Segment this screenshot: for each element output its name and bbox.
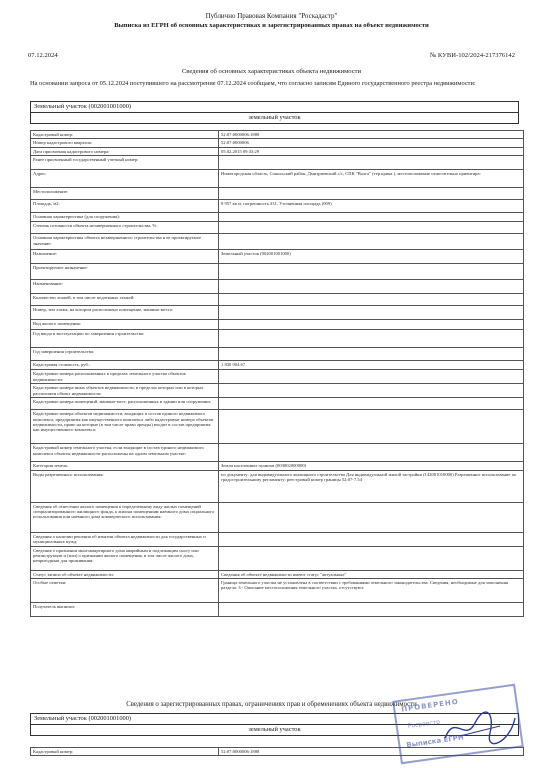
row-label: Кадастровый номер: — [31, 748, 219, 756]
row-label: Категория земель: — [31, 462, 219, 470]
table-row — [31, 330, 524, 348]
document-title: Выписка из ЕГРН об основных характеристиках и зарегистрированных правах на объект недвижимости — [114, 22, 429, 29]
row-value — [219, 264, 524, 280]
section-title-characteristics: Сведения об основных характеристиках объекта недвижимости — [181, 68, 362, 75]
row-label: Степень готовности объекта незавершенного строительства, %: — [31, 222, 219, 234]
row-value: 1 830 004.67 — [219, 361, 524, 370]
row-label: Кадастровые номера расположенных в пределах земельного участка объектов недвижимости: — [31, 370, 219, 384]
row-value: Нижегородская область, Сокольский район, Дмитриевский с/с, СПК "Волга" (тер.крика ), местоположение относительно ориентира: — [219, 170, 524, 188]
row-label: Наименование: — [31, 280, 219, 294]
row-value — [219, 444, 524, 462]
row-label: Проектируемое назначение: — [31, 264, 219, 280]
table-row — [31, 370, 524, 384]
table-row — [31, 200, 524, 213]
table-row — [31, 320, 524, 330]
row-label: Площадь, м2: — [31, 200, 219, 213]
table-row — [31, 156, 524, 170]
row-value — [219, 384, 524, 398]
table-row — [31, 264, 524, 280]
row-label: Сведения об отнесении жилого помещения к определенному виду жилых помещений специализированного жилищного фонда, к жилым помещениям наемного дома социального использования или наемного дома коммерческого использования: — [31, 502, 219, 532]
stamp-line-2: Росреестр — [407, 718, 441, 730]
row-label: Получатель выписки: — [31, 603, 219, 617]
table-row — [31, 462, 524, 470]
org-name: Публично Правовая Компания "Роскадастр" — [205, 12, 338, 20]
row-value — [219, 330, 524, 348]
table-row — [31, 444, 524, 462]
object-name: Земельный участок (002001001000) — [31, 102, 518, 113]
characteristics-table — [30, 130, 524, 617]
table-row — [31, 280, 524, 294]
table-row — [31, 384, 524, 398]
row-value — [219, 502, 524, 532]
table-row — [31, 361, 524, 370]
table-row — [31, 410, 524, 444]
row-label: Назначение: — [31, 250, 219, 264]
document-date: 07.12.2024 — [28, 52, 58, 59]
table-row — [31, 470, 524, 502]
table-row — [31, 502, 524, 532]
row-value: 8 957 кв м, погрешность 331, Уточненная площадь (009) — [219, 200, 524, 213]
row-label: Номер кадастрового квартала: — [31, 139, 219, 147]
table-row — [31, 348, 524, 361]
row-value — [219, 234, 524, 250]
row-label: Основная характеристика (для сооружения): — [31, 213, 219, 222]
row-label: Кадастровые номера иных объектов недвижимости, в пределах которых или в которых расположен объект недвижимости: — [31, 384, 219, 398]
table-row — [31, 306, 524, 320]
row-value — [219, 306, 524, 320]
row-label: Номер, тип этажа, на котором расположено помещение, машино-место: — [31, 306, 219, 320]
row-value: Граница земельного участка не установлена в соответствии с требованиями земельного законодательства. Сведения, необходимые для заполнения раздела: 3 - Описание местоположения земельного участка, отсутствуют. — [219, 579, 524, 603]
row-value — [219, 320, 524, 330]
row-value — [219, 188, 524, 200]
rights-object-subtitle: земельный участок — [248, 726, 301, 733]
row-value: Земельный участок (002001001000) — [219, 250, 524, 264]
row-value — [219, 213, 524, 222]
row-value — [219, 532, 524, 546]
table-row — [31, 398, 524, 410]
row-label: Адрес: — [31, 170, 219, 188]
table-row — [31, 139, 524, 147]
row-label: Кадастровая стоимость, руб.: — [31, 361, 219, 370]
table-row — [31, 131, 524, 139]
row-label: Вид жилого помещения: — [31, 320, 219, 330]
table-row — [31, 570, 524, 578]
row-value: Сведения об объекте недвижимости имеют статус "актуальные" — [219, 570, 524, 578]
row-label: Ранее присвоенный государственный учетный номер: — [31, 156, 219, 170]
rights-object-name: Земельный участок (002001001000) — [31, 714, 518, 725]
basis-paragraph: На основании запроса от 05.12.2024 поступившего на рассмотрение 07.12.2024 сообщаем, что согласно записям Единого государственного реестра недвижимости: — [30, 80, 476, 87]
table-row — [31, 546, 524, 570]
table-row — [31, 250, 524, 264]
table-row — [31, 579, 524, 603]
signature-icon — [440, 708, 520, 748]
table-row — [31, 222, 524, 234]
row-label: Кадастровые номера объектов недвижимости, входящих в состав единого недвижимого комплекса, предприятия как имущественного комплекса либо кадастровые номера объектов недвижимости, право на которые (в том числе право аренды) входит в состав предприятия как имущественного комплекса: — [31, 410, 219, 444]
row-value — [219, 370, 524, 384]
row-value — [219, 410, 524, 444]
row-value — [219, 546, 524, 570]
row-label: Виды разрешенного использования: — [31, 470, 219, 502]
document-number: № КУВИ-102/2024-217376142 — [429, 52, 515, 59]
row-label: Дата присвоения кадастрового номера: — [31, 147, 219, 155]
table-row — [31, 294, 524, 306]
table-row — [31, 188, 524, 200]
table-row — [31, 603, 524, 617]
table-row — [31, 213, 524, 222]
row-value: по документу: для индивидуального жилищного строительства Для индивидуальной жилой застройки (142001010000) Разрешенное использование по градостроительному регламенту: реестровый номер границы 52:07-7.54 — [219, 470, 524, 502]
table-row — [31, 234, 524, 250]
table-row — [31, 532, 524, 546]
section-title-rights: Сведения о зарегистрированных правах, ограничениях прав и обременениях объекта недвижимости — [126, 701, 417, 708]
row-value: 05.02.2015 09:33:29 — [219, 147, 524, 155]
object-header-box — [30, 101, 519, 124]
row-value: 52:07:0000006:1888 — [219, 131, 524, 139]
row-value — [219, 156, 524, 170]
row-value: 52:07:0000006 — [219, 139, 524, 147]
stamp-line-1: ПРОВЕРЕНО — [400, 697, 460, 714]
row-label: Местоположение: — [31, 188, 219, 200]
row-label: Статус записи об объекте недвижимости: — [31, 570, 219, 578]
row-value — [219, 348, 524, 361]
row-label: Основная характеристика объекта незавершенного строительства и ее проектируемое значение: — [31, 234, 219, 250]
row-value: Земли населенных пунктов (003002000000) — [219, 462, 524, 470]
stamp-line-3: Выписка ЕГРН — [405, 733, 465, 750]
row-label: Кадастровый номер: — [31, 131, 219, 139]
row-value — [219, 280, 524, 294]
row-label: Особые отметки: — [31, 579, 219, 603]
row-value: 52:07:0000006:1888 — [219, 748, 524, 756]
row-label: Кадастровый номер земельного участка, если входящие в состав единого недвижимого комплекса объекты недвижимости расположены на одном земельном участке: — [31, 444, 219, 462]
object-subtitle: земельный участок — [248, 114, 301, 121]
row-label: Год ввода в эксплуатацию по завершении строительства: — [31, 330, 219, 348]
row-label: Кадастровые номера помещений, машино-мест, расположенных в здании или сооружении: — [31, 398, 219, 410]
row-value — [219, 222, 524, 234]
table-row — [31, 170, 524, 188]
row-label: Сведения о наличии решения об изъятии объекта недвижимости для государственных и муниципальных нужд: — [31, 532, 219, 546]
row-label: Сведения о признании многоквартирного дома аварийным и подлежащим сносу или реконструкции и (или) о признании жилого помещения, в том числе жилого дома, непригодным для проживания: — [31, 546, 219, 570]
row-value — [219, 398, 524, 410]
row-label: Год завершения строительства: — [31, 348, 219, 361]
row-value — [219, 294, 524, 306]
row-value — [219, 603, 524, 617]
row-label: Количество этажей, в том числе подземных этажей: — [31, 294, 219, 306]
table-row — [31, 147, 524, 155]
